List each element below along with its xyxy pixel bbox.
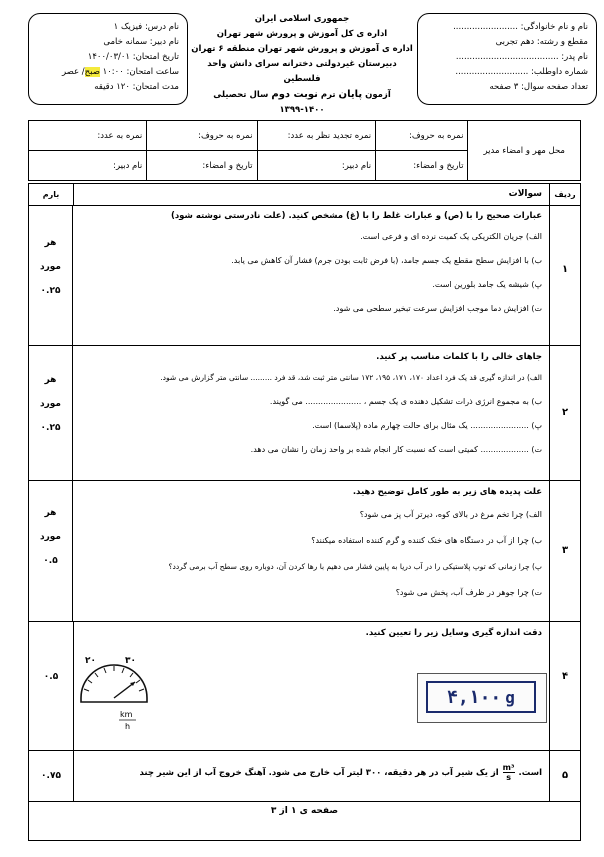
score-2-line2: مورد: [39, 399, 61, 409]
grade-field-line: مقطع و رشته: دهم تجربی: [495, 37, 588, 47]
question-title-2: جاهای خالی را با کلمات مناسب پر کنید.: [376, 352, 542, 362]
q3-item-d: ت) چرا جوهر در ظرف آب، پخش می شود؟: [395, 588, 542, 597]
question-5-text: از یک شیر آب در هر دقیقه، ۳۰۰ لیتر آب خارج می شود. آهنگ خروج آب از این شیر چند: [139, 767, 499, 778]
table-header-row: [29, 184, 580, 206]
score-header: بارم: [29, 184, 74, 205]
revise-number-cell: [257, 121, 376, 151]
question-number-4: ۴: [549, 622, 580, 750]
question-number-3: ۳: [549, 481, 580, 621]
question-page-count-line: تعداد صفحه سوال: ۳ صفحه: [489, 82, 588, 92]
date-sign2-cell: [376, 151, 468, 181]
question-row-3: [29, 481, 580, 622]
district-title: اداره ی آموزش و پرورش شهر تهران منطقه ۶ تهران: [191, 44, 413, 54]
exam-year: سال تحصیلی ۱۴۰۰-۱۳۹۹: [213, 90, 325, 115]
exam-time-line: [37, 65, 179, 80]
question-row-2: [29, 346, 580, 481]
speedometer-gauge: [73, 654, 155, 736]
question-table: [28, 183, 581, 841]
student-info-box: [417, 13, 597, 105]
stamp-label: محل مهر و امضاء مدیر: [483, 145, 565, 156]
display-unit: g: [505, 687, 515, 707]
q3-item-c: پ) چرا زمانی که توپ پلاستیکی را در آب دریا به پایین فشار می دهیم با رها کردن آن، دوباره روی سطح آب برمی گردد؟: [168, 562, 542, 571]
stamp-cell: [468, 121, 581, 181]
score-1-line1: هر: [44, 238, 57, 248]
score-5-value: ۰.۷۵: [41, 771, 61, 781]
gauge-unit-top: km: [120, 710, 133, 719]
question-row-1: [29, 205, 580, 346]
revise-number-label: نمره تجدید نظر به عدد:: [287, 130, 372, 141]
question-title-1: عبارات صحیح را با (ص) و عبارات غلط را با (غ) مشخص کنید. (علت نادرستی نوشته شود): [170, 211, 542, 221]
score-cell-1: [29, 205, 73, 345]
teacher1-label: نام دبیر:: [113, 160, 143, 171]
exam-word-second: نوبت دوم: [271, 89, 318, 100]
date-sign2-label: تاریخ و امضاء:: [413, 160, 464, 171]
flow-unit-numerator: m³: [502, 763, 515, 772]
score-4-value: ۰.۵: [43, 672, 59, 682]
score-1-line2: مورد: [39, 262, 61, 272]
score-3-line1: هر: [44, 508, 57, 518]
gauge-unit-bottom: h: [125, 722, 131, 731]
question-title-4: دقت اندازه گیری وسایل زیر را تعیین کنید.: [365, 628, 542, 638]
question-5-end: است.: [518, 767, 542, 778]
question-row-4: [29, 622, 580, 751]
teacher1-cell: [29, 151, 147, 181]
teacher-line: نام دبیر: سمانه خامی: [103, 37, 179, 47]
q3-item-a: الف) چرا تخم مرغ در بالای کوه، دیرتر آب پز می شود؟: [359, 510, 542, 519]
questions-header: سوالات: [508, 189, 542, 199]
gauge-label-right: ۳۰: [125, 656, 136, 666]
score-number-label: نمره به عدد:: [97, 130, 143, 141]
score-cell-5: [29, 751, 74, 801]
exam-title: [190, 87, 414, 118]
question-body-2: [81, 352, 542, 456]
flow-unit-denominator: s: [506, 773, 511, 782]
q1-item-a: الف) جریان الکتریکی یک کمیت نرده ای و فرعی است.: [360, 232, 542, 241]
score-number-cell: [29, 121, 147, 151]
q1-item-d: ت) افزایش دما موجب افزایش سرعت تبخیر سطحی می شود.: [333, 304, 542, 313]
exam-date-line: تاریخ امتحان: ۱۴۰۰/۰۳/۰۱: [87, 52, 179, 62]
score-1-line3: ۰.۲۵: [40, 286, 61, 296]
teacher2-label: نام دبیر:: [341, 160, 372, 171]
q2-item-a: الف) در اندازه گیری قد یک فرد اعداد ۱۷۰، ۱۷۱، ۱۹۵، ۱۷۲ سانتی متر ثبت شد، قد فرد ......... سانتی متر گزارش می شود.: [160, 373, 542, 382]
exam-info-box: [28, 13, 188, 105]
exam-prefix: آزمون: [365, 90, 391, 100]
q1-item-b: ب) با افزایش سطح مقطع یک جسم جامد، (با فرض ثابت بودن جرم) فشار آن کاهش می یابد.: [231, 256, 542, 265]
row-header: ردیف: [549, 184, 580, 205]
question-row-5: [29, 751, 580, 802]
question-number-1: ۱: [549, 205, 580, 345]
display-value: ۴,۱۰۰: [447, 686, 502, 708]
revise-word-cell: [376, 121, 468, 151]
date-sign1-label: تاریخ و امضاء:: [202, 160, 253, 171]
school-title: دبیرستان غیردولتی دخترانه سرای دانش واحد فلسطین: [207, 59, 397, 84]
score-cell-2: [29, 346, 73, 480]
morning-highlight: صبح: [84, 67, 100, 77]
page-footer: صفحه ی ۱ از ۳: [270, 806, 339, 816]
exam-time-label: ساعت امتحان: ۱۰:۰۰: [102, 67, 179, 77]
q2-item-c: پ) ....................... یک مثال برای حالت چهارم ماده (پلاسما) است.: [312, 421, 542, 430]
question-body-5: [139, 763, 542, 782]
score-word-label: نمره به حروف:: [198, 130, 253, 141]
afternoon-option: / عصر: [61, 67, 85, 77]
directorate-title: اداره ی کل آموزش و پرورش شهر تهران: [216, 29, 388, 39]
question-body-4: [81, 628, 542, 638]
digital-scale-display: [417, 673, 547, 723]
score-word-cell: [147, 121, 257, 151]
q2-item-b: ب) به مجموع انرژی ذرات تشکیل دهنده ی یک جسم ، ...................... می گویند.: [269, 397, 542, 406]
q1-item-c: پ) شیشه یک جامد بلورین است.: [432, 280, 542, 289]
question-body-1: [81, 211, 542, 315]
father-name-line: نام پدر: ......................................: [455, 52, 588, 62]
question-title-3: علت پدیده های زیر به طور کامل توضیح دهید.: [352, 487, 542, 497]
student-name-line: نام و نام خانوادگی: ........................: [453, 22, 588, 32]
score-2-line3: ۰.۲۵: [40, 423, 61, 433]
duration-line: مدت امتحان: ۱۲۰ دقیقه: [94, 82, 179, 92]
score-3-line3: ۰.۵: [43, 556, 58, 566]
score-3-line2: مورد: [39, 532, 61, 542]
score-cell-4: [29, 622, 74, 750]
score-2-line1: هر: [44, 375, 57, 385]
gauge-label-left: ۲۰: [85, 656, 96, 666]
display-screen: [426, 681, 536, 713]
flow-unit-fraction: [503, 763, 515, 782]
candidate-number-line: شماره داوطلب: ...........................: [455, 67, 588, 77]
country-title: جمهوری اسلامی ایران: [254, 14, 350, 24]
grade-grid: [28, 120, 581, 181]
exam-word-final: پایان: [338, 89, 363, 100]
teacher2-cell: [257, 151, 376, 181]
q3-item-b: ب) چرا از آب در دستگاه های خنک کننده و گرم کننده استفاده میکنند؟: [311, 536, 542, 545]
revise-word-label: نمره به حروف:: [408, 130, 464, 141]
gauge-ticks: [84, 666, 144, 691]
exam-middle: ترم: [320, 90, 336, 100]
q2-item-d: ت) ................... کمیتی است که نسبت کار انجام شده بر واحد زمان را نشان می دهد.: [250, 445, 542, 454]
question-number-5: ۵: [549, 751, 580, 801]
subject-line: نام درس: فیزیک ۱: [113, 22, 179, 32]
question-number-2: ۲: [549, 346, 580, 480]
score-cell-3: [29, 481, 73, 621]
question-body-3: [81, 487, 542, 599]
school-header: [190, 12, 414, 118]
date-sign1-cell: [147, 151, 257, 181]
